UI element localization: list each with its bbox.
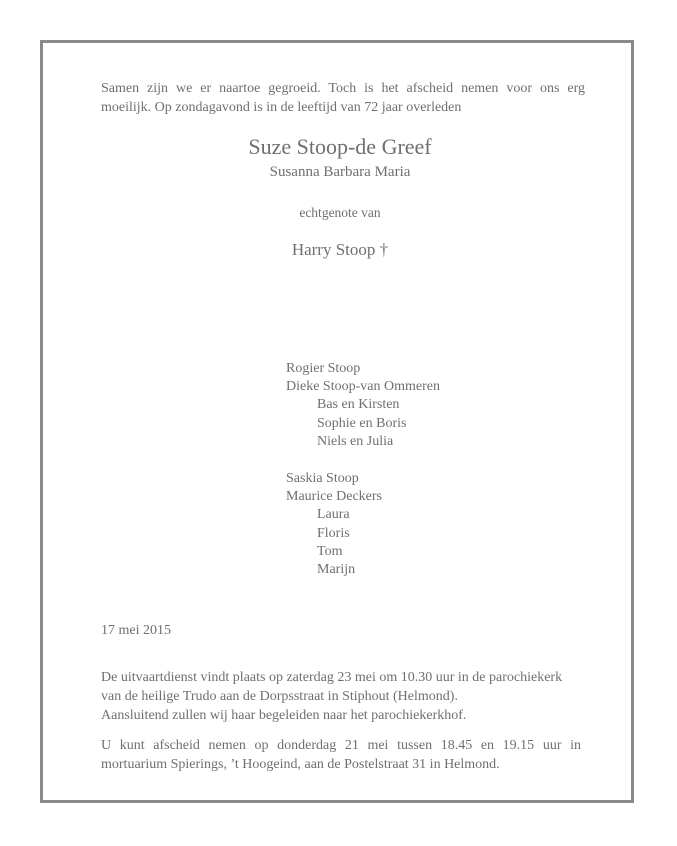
family-grandchild: Marijn <box>317 562 356 578</box>
family-parent: Maurice Deckers <box>286 489 383 505</box>
spouse-intro: echtgenote van <box>299 205 381 220</box>
family-parent: Saskia Stoop <box>286 471 359 486</box>
intro-text <box>101 79 585 117</box>
visitation-paragraph <box>101 736 581 774</box>
family-group <box>286 470 382 579</box>
service-line: Aansluitend zullen wij haar begeleiden naar het parochiekerkhof. <box>101 708 467 723</box>
service-line: De uitvaartdienst vindt plaats op zaterdag 23 mei om 10.30 uur in de parochiekerk <box>101 670 563 685</box>
announcement-card <box>40 40 634 803</box>
deceased-given-names: Susanna Barbara Maria <box>269 164 411 180</box>
family-grandchild: Niels en Julia <box>317 433 394 449</box>
visitation-line: U kunt afscheid nemen op donderdag 21 mei tussen 18.45 en 19.15 uur in <box>101 738 581 753</box>
spouse-name: Harry Stoop † <box>291 240 389 259</box>
deceased-name: Suze Stoop-de Greef <box>248 134 432 159</box>
service-paragraph <box>101 668 581 725</box>
family-grandchild: Laura <box>317 507 350 523</box>
family-grandchild: Floris <box>317 525 350 541</box>
service-line: van de heilige Trudo aan de Dorpsstraat in Stiphout (Helmond). <box>101 689 458 704</box>
family-grandchild: Sophie en Boris <box>317 415 407 431</box>
family-grandchild: Bas en Kirsten <box>317 397 400 413</box>
family-grandchild: Tom <box>317 543 343 559</box>
visitation-line: mortuarium Spierings, ’t Hoogeind, aan de Postelstraat 31 in Helmond. <box>101 757 500 772</box>
family-group <box>286 360 440 451</box>
intro-line: Samen zijn we er naartoe gegroeid. Toch is het afscheid nemen voor ons erg <box>101 81 585 96</box>
intro-line: moeilijk. Op zondagavond is in de leeftijd van 72 jaar overleden <box>101 100 462 115</box>
family-parent: Rogier Stoop <box>286 361 361 376</box>
family-parent: Dieke Stoop-van Ommeren <box>286 379 440 395</box>
announcement-date: 17 mei 2015 <box>101 623 171 638</box>
